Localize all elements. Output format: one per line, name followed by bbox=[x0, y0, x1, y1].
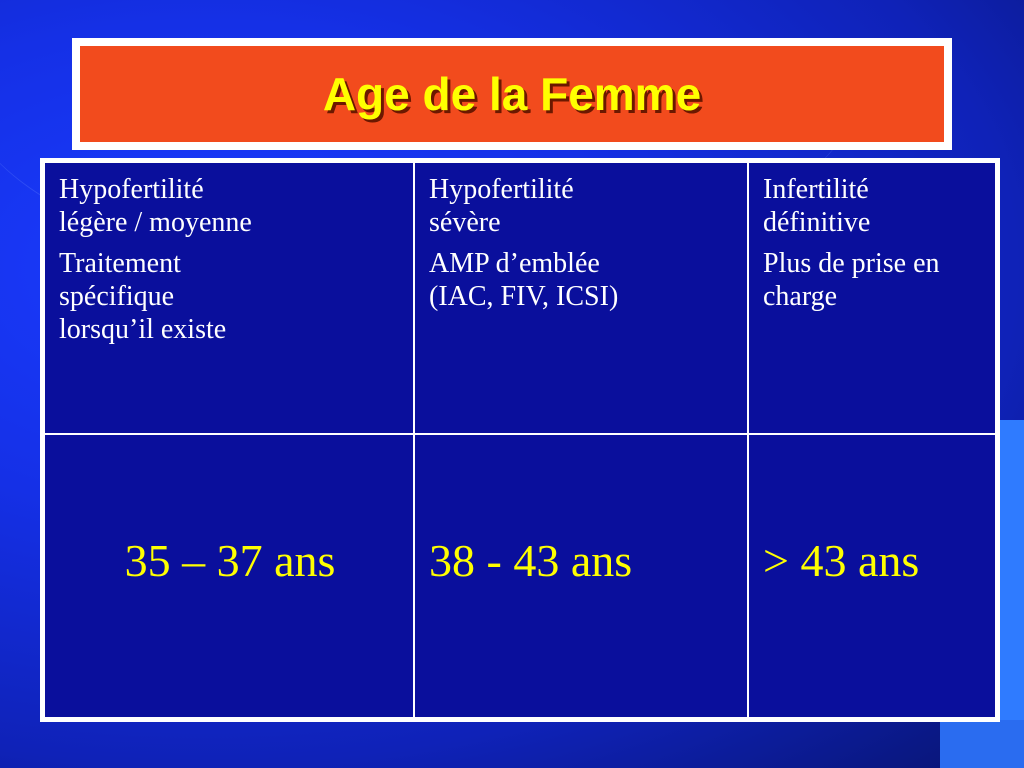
cell-heading-line: définitive bbox=[763, 207, 871, 239]
cell-heading-line: Hypofertilité bbox=[429, 174, 574, 205]
title-box bbox=[80, 46, 944, 142]
table bbox=[43, 161, 997, 719]
table-row-ages bbox=[44, 434, 996, 718]
table-row-categories bbox=[44, 162, 996, 434]
table-cell-mild bbox=[44, 162, 414, 434]
cell-detail-line: charge bbox=[763, 281, 838, 313]
cell-detail-line: Traitement bbox=[59, 248, 181, 280]
decorative-square bbox=[940, 720, 1024, 768]
cell-detail-line: lorsqu’il existe bbox=[59, 314, 227, 346]
cell-detail-line: (IAC, FIV, ICSI) bbox=[429, 281, 619, 313]
fertility-table bbox=[40, 158, 1000, 722]
cell-heading-line: Hypofertilité bbox=[59, 174, 204, 205]
slide-title: Age de la Femme bbox=[322, 68, 702, 120]
cell-detail-line: spécifique bbox=[59, 281, 175, 313]
cell-heading-line: Infertilité bbox=[763, 174, 869, 205]
table-cell-severe bbox=[414, 162, 748, 434]
cell-detail-line: AMP d’emblée bbox=[429, 248, 600, 280]
decorative-square bbox=[1000, 420, 1024, 760]
age-range-cell: 38 - 43 ans bbox=[414, 434, 748, 718]
cell-heading-line: sévère bbox=[429, 207, 501, 239]
table-cell-definitive bbox=[748, 162, 996, 434]
age-range-cell: > 43 ans bbox=[748, 434, 996, 718]
cell-detail-line: Plus de prise en bbox=[763, 248, 940, 280]
cell-heading-line: légère / moyenne bbox=[59, 207, 252, 239]
title-frame bbox=[72, 38, 952, 150]
age-range-cell: 35 – 37 ans bbox=[44, 434, 414, 718]
